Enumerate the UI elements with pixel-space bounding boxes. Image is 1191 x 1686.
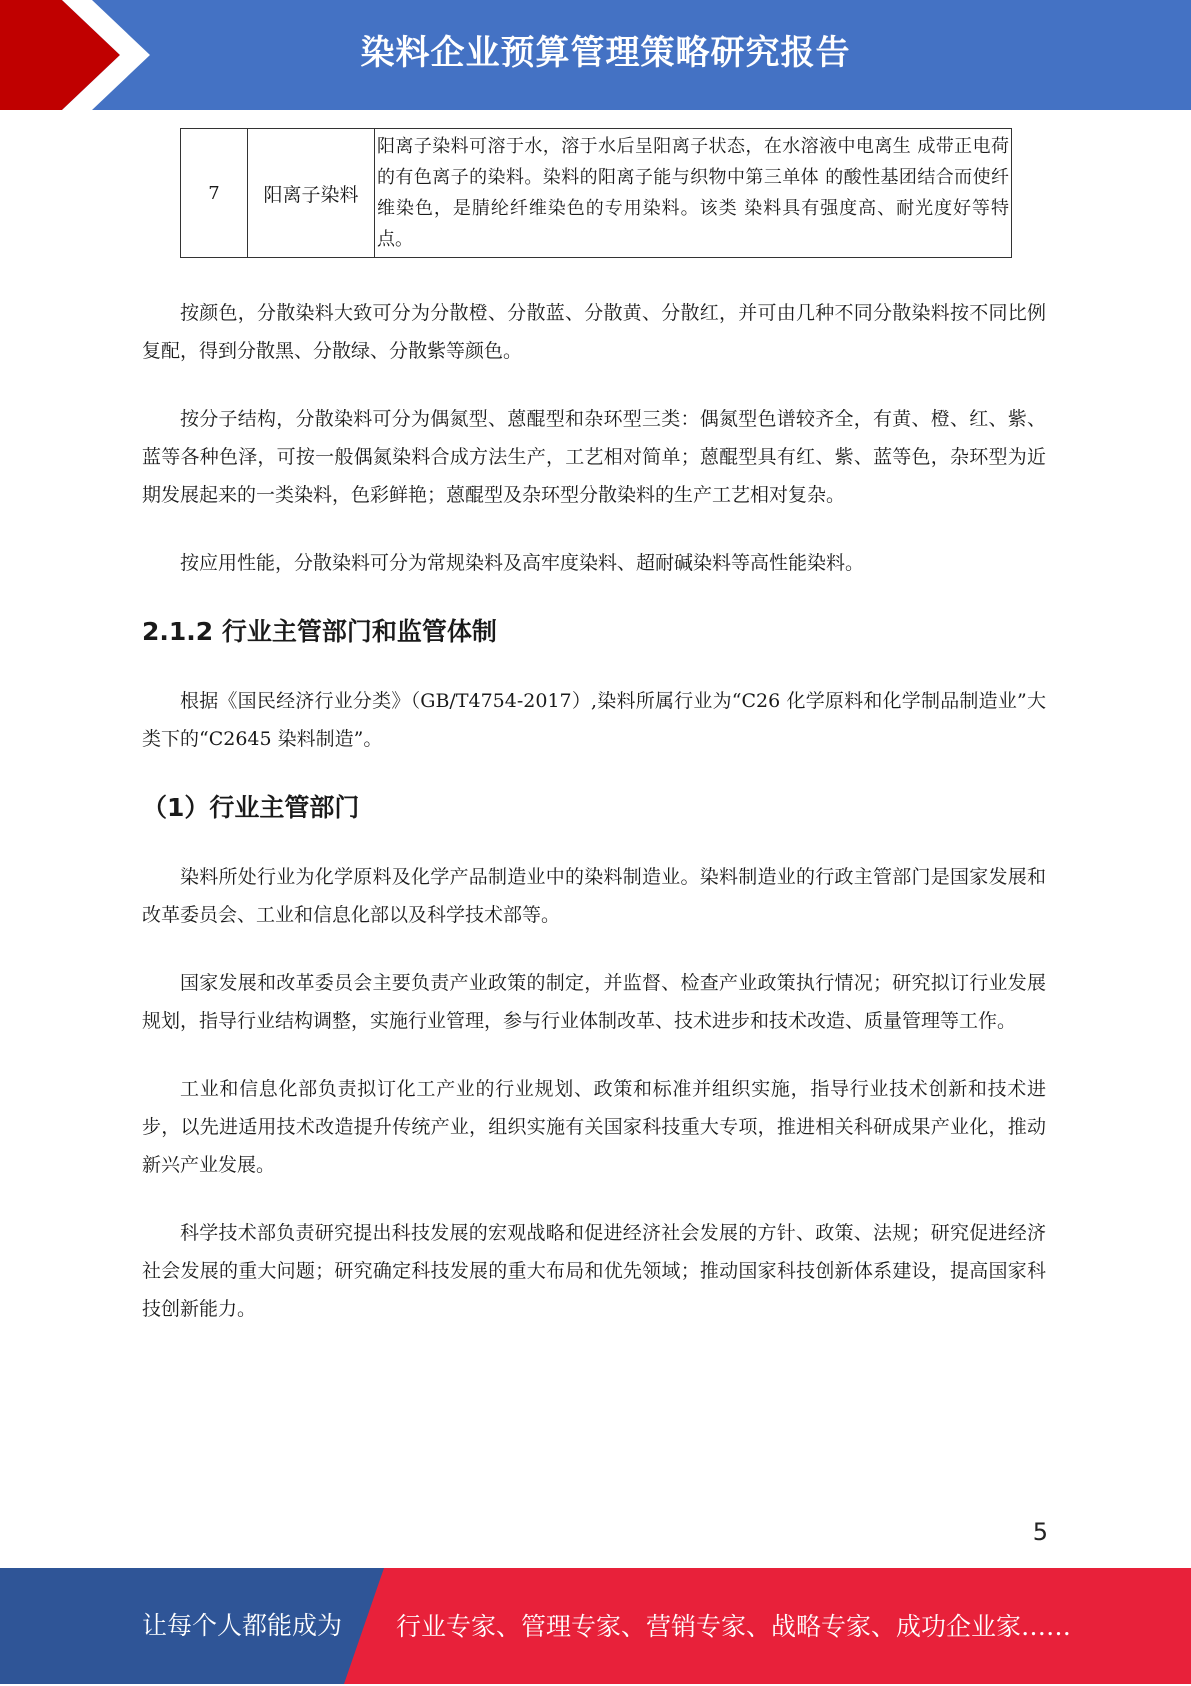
paragraph: 按应用性能，分散染料可分为常规染料及高牢度染料、超耐碱染料等高性能染料。 [180,552,865,574]
dye-description: 阳离子染料可溶于水，溶于水后呈阳离子状态，在水溶液中电离生 成带正电荷的有色离子的染料。染料的阳离子能与织物中第三单体 的酸性基团结合而使纤维染色，是腈纶纤维染色的专用染料。该类 染料具有强度高、耐光度好等特点。 [375,129,1012,258]
paragraph: 工业和信息化部负责拟订化工产业的行业规划、政策和标准并组织实施，指导行业技术创新和技术进步，以先进适用技术改造提升传统产业，组织实施有关国家科技重大专项，推进相关科研成果产业化，推动新兴产业发展。 [142,1078,1046,1176]
footer-expert-list: 行业专家、管理专家、营销专家、战略专家、成功企业家…… [396,1612,1072,1641]
dye-type-table [180,128,1012,258]
dye-name: 阳离子染料 [248,129,375,258]
page-number: 5 [1032,1518,1048,1546]
paragraph: 按颜色，分散染料大致可分为分散橙、分散蓝、分散黄、分散红，并可由几种不同分散染料按不同比例复配，得到分散黑、分散绿、分散紫等颜色。 [142,302,1046,362]
paragraph: 根据《国民经济行业分类》（GB/T4754-2017）,染料所属行业为“C26 化学原料和化学制品制造业”大类下的“C2645 染料制造”。 [142,690,1046,750]
report-title: 染料企业预算管理策略研究报告 [360,33,851,73]
page-header [0,0,1191,110]
paragraph: 染料所处行业为化学原料及化学产品制造业中的染料制造业。染料制造业的行政主管部门是国家发展和改革委员会、工业和信息化部以及科学技术部等。 [142,866,1046,926]
subsection-heading: （1）行业主管部门 [142,793,360,822]
page-footer [0,1568,1191,1684]
table-row [181,129,1012,258]
section-heading: 2.1.2 行业主管部门和监管体制 [142,617,497,646]
main-content [142,294,1046,1358]
row-number: 7 [181,129,248,258]
paragraph: 按分子结构，分散染料可分为偶氮型、蒽醌型和杂环型三类：偶氮型色谱较齐全，有黄、橙、红、紫、蓝等各种色泽，可按一般偶氮染料合成方法生产，工艺相对简单；蒽醌型具有红、紫、蓝等色，杂环型为近期发展起来的一类染料，色彩鲜艳；蒽醌型及杂环型分散染料的生产工艺相对复杂。 [142,408,1046,506]
paragraph: 科学技术部负责研究提出科技发展的宏观战略和促进经济社会发展的方针、政策、法规；研究促进经济社会发展的重大问题；研究确定科技发展的重大布局和优先领域；推动国家科技创新体系建设，提高国家科技创新能力。 [142,1222,1046,1320]
footer-slogan: 让每个人都能成为 [142,1611,343,1640]
paragraph: 国家发展和改革委员会主要负责产业政策的制定，并监督、检查产业政策执行情况；研究拟订行业发展规划，指导行业结构调整，实施行业管理，参与行业体制改革、技术进步和技术改造、质量管理等工作。 [142,972,1046,1032]
